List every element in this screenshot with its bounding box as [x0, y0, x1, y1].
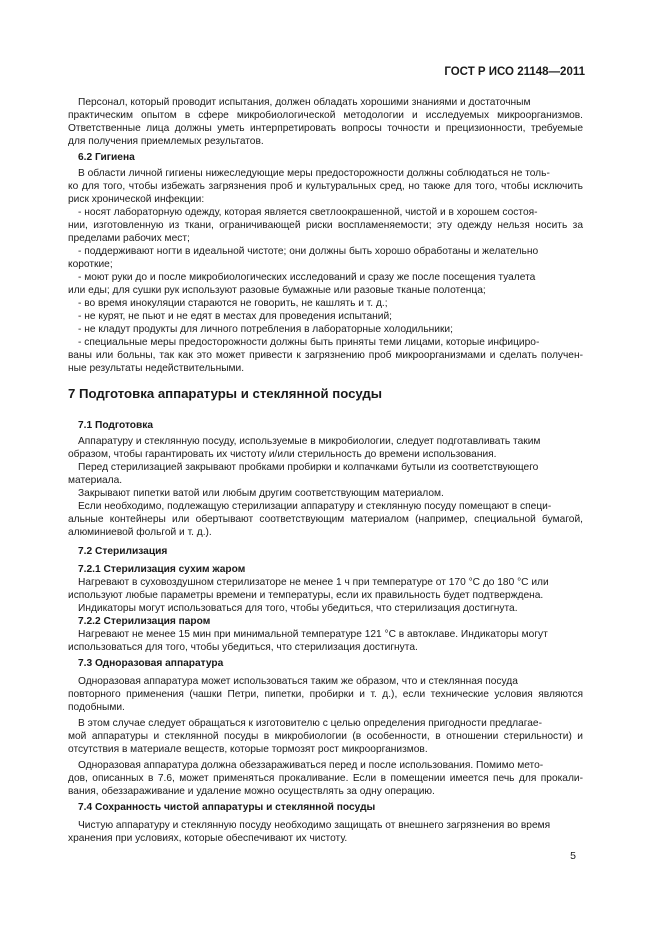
- text-line: Нагревают не менее 15 мин при минимальной температуре 121 °С в автоклаве. Индикаторы могут: [78, 629, 548, 640]
- section-heading: 7.3 Одноразовая аппаратура: [78, 658, 224, 669]
- text-line: нии, изготовленную из ткани, ограничивающей риски воспламеняемости; эту одежду нельзя носить за: [68, 220, 583, 231]
- text-line: практическим опытом в сфере микробиологической методологии и исследуемых микроорганизмов.: [68, 110, 583, 121]
- list-item: - во время инокуляции стараются не говорить, не кашлять и т. д.;: [78, 298, 388, 309]
- text-line: для получения приемлемых результатов.: [68, 136, 264, 147]
- text-line: или еды; для сушки рук используют разовые бумажные или разовые тканые полотенца;: [68, 285, 486, 296]
- text-line: используют любые параметры времени и температуры, если их правильность будет подтверждена.: [68, 590, 544, 601]
- text-line: Индикаторы могут использоваться для того, чтобы убедиться, что стерилизация достигнута.: [78, 603, 518, 614]
- text-line: Ответственные лица должны уметь интерпретировать вопросы точности и прецизионности, требуемые: [68, 123, 583, 134]
- text-line: мой аппаратуры и стеклянной посуды в микробиологии (в особенности, в отношении стерильности) и: [68, 731, 583, 742]
- text-line: Закрывают пипетки ватой или любым другим соответствующим материалом.: [78, 488, 444, 499]
- text-line: В области личной гигиены нижеследующие меры предосторожности должны соблюдаться не толь-: [78, 168, 550, 179]
- text-line: Перед стерилизацией закрывают пробками пробирки и колпачками бутыли из соответствующего: [78, 462, 539, 473]
- section-heading: 7.1 Подготовка: [78, 420, 154, 431]
- text-line: пределами рабочих мест;: [68, 233, 190, 244]
- subsection-heading: 7.2.1 Стерилизация сухим жаром: [78, 564, 246, 575]
- text-line: дов, описанных в 7.6, может применяться прокаливание. Если в помещении имеется печь для прокали-: [68, 773, 583, 784]
- text-line: Аппаратуру и стеклянную посуду, используемые в микробиологии, следует подготавливать таким: [78, 436, 541, 447]
- page-number: 5: [570, 850, 576, 862]
- list-item: - моют руки до и после микробиологических исследований и сразу же после посещения туалета: [78, 272, 536, 283]
- section-heading: 6.2 Гигиена: [78, 152, 135, 163]
- standard-header: ГОСТ Р ИСО 21148—2011: [444, 66, 585, 78]
- subsection-heading: 7.2.2 Стерилизация паром: [78, 616, 211, 627]
- text-line: отсутствия в материале веществ, которые тормозят рост микроорганизмов.: [68, 744, 428, 755]
- section-heading: 7.2 Стерилизация: [78, 546, 168, 557]
- text-line: вания, обеззараживание и удаление можно осуществлять за одну операцию.: [68, 786, 435, 797]
- text-line: риск хронической инфекции:: [68, 194, 205, 205]
- list-item: - специальные меры предосторожности должны быть приняты теми лицами, которые инфициро-: [78, 337, 540, 348]
- text-line: образом, чтобы гарантировать их чистоту и/или стерильность до времени использования.: [68, 449, 497, 460]
- text-line: Нагревают в суховоздушном стерилизаторе не менее 1 ч при температуре от 170 °С до 180 °С или: [78, 577, 549, 588]
- list-item: - носят лабораторную одежду, которая является светлоокрашенной, чистой и в хорошем состоя-: [78, 207, 538, 218]
- text-line: материала.: [68, 475, 123, 486]
- list-item: - поддерживают ногти в идеальной чистоте; они должны быть хорошо обработаны и желательно: [78, 246, 539, 257]
- text-line: ко для того, чтобы избежать загрязнения проб и культуральных сред, но также для того, чтобы исключить: [68, 181, 583, 192]
- text-line: альные контейнеры или обертывают соответствующим материалом (например, специальной бумагой,: [68, 514, 583, 525]
- text-line: Одноразовая аппаратура может использоваться таким же образом, что и стеклянная посуда: [78, 676, 518, 687]
- text-line: ные результаты недействительными.: [68, 363, 245, 374]
- text-line: использоваться для того, чтобы убедиться, что стерилизация достигнута.: [68, 642, 418, 653]
- list-item: - не кладут продукты для личного потребления в лабораторные холодильники;: [78, 324, 453, 335]
- chapter-heading: 7 Подготовка аппаратуры и стеклянной посуды: [68, 386, 383, 401]
- text-line: короткие;: [68, 259, 113, 270]
- text-line: хранения при условиях, которые обеспечивают их чистоту.: [68, 833, 348, 844]
- text-line: алюминиевой фольгой и т. д.).: [68, 527, 212, 538]
- text-line: Если необходимо, подлежащую стерилизации аппаратуру и стеклянную посуду помещают в специ-: [78, 501, 552, 512]
- text-line: ваны или больны, так как это может привести к загрязнению проб микроорганизмами и сделать получен-: [68, 350, 583, 361]
- text-line: повторного применения (чашки Петри, пипетки, пробирки и т. д.), если технические условия являются: [68, 689, 583, 700]
- section-heading: 7.4 Сохранность чистой аппаратуры и стеклянной посуды: [78, 802, 376, 813]
- text-line: подобными.: [68, 702, 125, 713]
- text-line: В этом случае следует обращаться к изготовителю с целью определения пригодности предлагае-: [78, 718, 542, 729]
- text-line: Чистую аппаратуру и стеклянную посуду необходимо защищать от внешнего загрязнения во время: [78, 820, 551, 831]
- text-line: Одноразовая аппаратура должна обеззараживаться перед и после использования. Помимо мето-: [78, 760, 544, 771]
- text-line: Персонал, который проводит испытания, должен обладать хорошими знаниями и достаточным: [78, 97, 531, 108]
- list-item: - не курят, не пьют и не едят в местах для проведения испытаний;: [78, 311, 392, 322]
